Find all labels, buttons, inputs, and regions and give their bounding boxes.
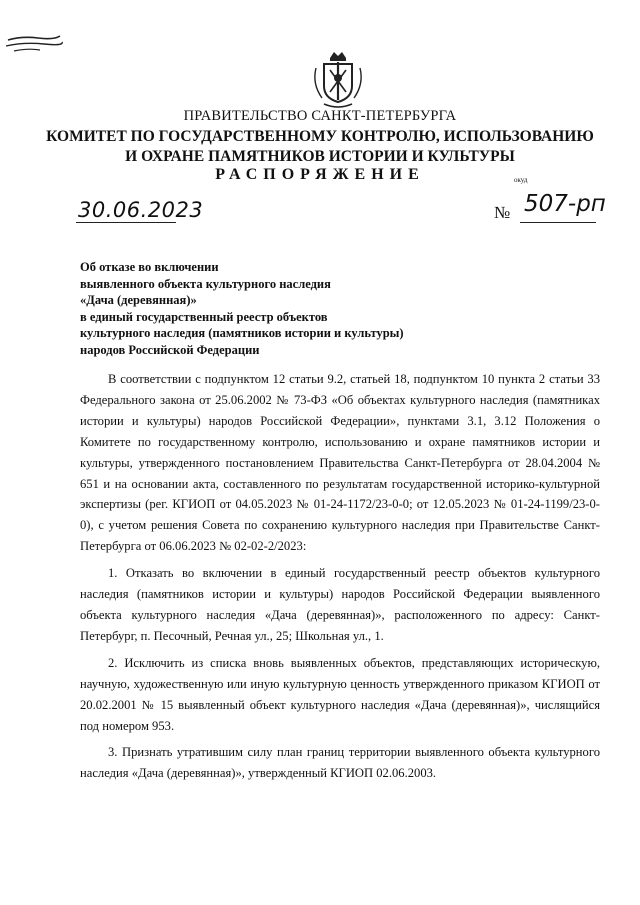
order-subject bbox=[80, 259, 404, 359]
subject-line: Об отказе во включении bbox=[80, 260, 219, 274]
coat-of-arms-icon bbox=[310, 48, 366, 110]
subject-line: в единый государственный реестр объектов bbox=[80, 309, 328, 324]
subject-line: выявленного объекта культурного наследия bbox=[80, 276, 331, 291]
subject-line: народов Российской Федерации bbox=[80, 342, 260, 357]
order-number: 507-рп bbox=[524, 191, 606, 217]
subject-line: «Дача (деревянная)» bbox=[80, 293, 197, 308]
order-item-1: 1. Отказать во включении в единый государственный реестр объектов культурного наследия (памятников истории и культуры) народов Российской Федерации выявленного объекта культурного наследия «Дача (деревянная)», расположенного по адресу: Санкт-Петербург, п. Песочный, Речная ул., 25; Школьная ул., 1. bbox=[80, 566, 600, 643]
okud-label: окуд bbox=[514, 176, 528, 184]
preamble-paragraph: В соответствии с подпунктом 12 статьи 9.2, статьей 18, подпунктом 10 пункта 2 статьи 33 Федерального закона от 25.06.2002 № 73-ФЗ «Об объектах культурного наследия (памятниках истории и культуры) народов Российской Федерации», пунктами 3.1, 3.12 Положения о Комитете по государственному контролю, использованию и охране памятников истории и культуры, утвержденного постановлением Правительства Санкт-Петербурга от 28.04.2004 № 651 и на основании акта, составленного по результатам государственной историко-культурной экспертизы (рег. КГИОП от 04.05.2023 № 01-24-1172/23-0-0; от 12.05.2023 № 01-24-1199/23-0-0), с учетом решения Совета по сохранению культурного наследия при Правительстве Санкт-Петербурга от 06.06.2023 № 02-02-2/2023: bbox=[80, 372, 600, 554]
date-underline bbox=[76, 222, 176, 223]
handwritten-mark-icon bbox=[4, 30, 64, 56]
subject-line: культурного наследия (памятников истории и культуры) bbox=[80, 326, 404, 341]
committee-line-1: КОМИТЕТ ПО ГОСУДАРСТВЕННОМУ КОНТРОЛЮ, ИСПОЛЬЗОВАНИЮ bbox=[46, 128, 594, 145]
government-name: ПРАВИТЕЛЬСТВО САНКТ-ПЕТЕРБУРГА bbox=[183, 108, 457, 124]
order-item-3: 3. Признать утратившим силу план границ территории выявленного объекта культурного наследия «Дача (деревянная)», утвержденный КГИОП 02.06.2003. bbox=[80, 745, 600, 781]
committee-line-2: И ОХРАНЕ ПАМЯТНИКОВ ИСТОРИИ И КУЛЬТУРЫ bbox=[125, 148, 515, 165]
committee-name bbox=[0, 127, 640, 167]
order-date: 30.06.2023 bbox=[78, 198, 204, 222]
number-sign: № bbox=[494, 203, 511, 222]
document-type-title: РАСПОРЯЖЕНИЕ bbox=[215, 166, 425, 183]
order-body bbox=[80, 369, 600, 784]
order-item-2: 2. Исключить из списка вновь выявленных объектов, представляющих историческую, научную, художественную или иную культурную ценность утвержденного приказом КГИОП от 20.02.2001 № 15 выявленный объект культурного наследия «Дача (деревянная)», числящийся под номером 953. bbox=[80, 655, 600, 733]
number-underline bbox=[520, 222, 596, 223]
